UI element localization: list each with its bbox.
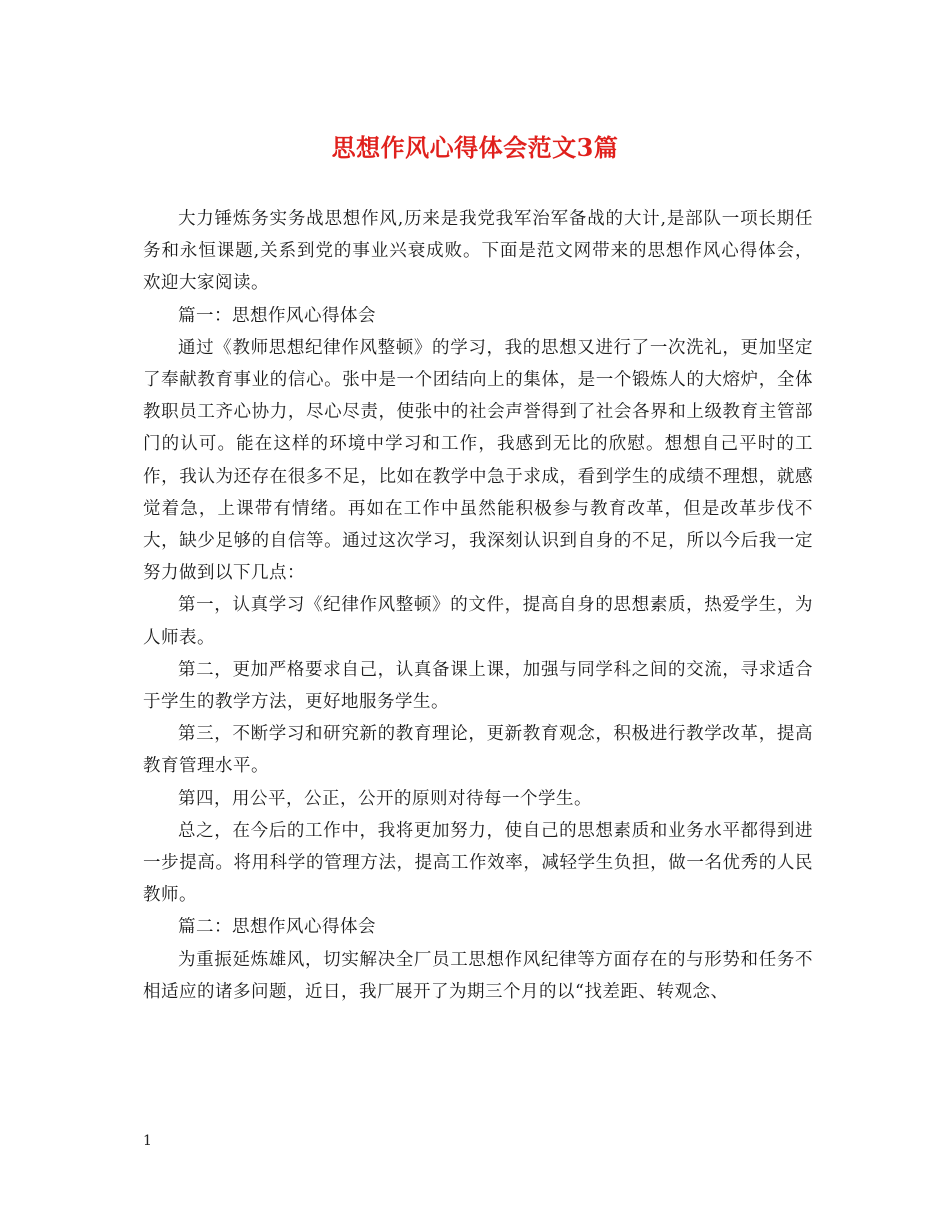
body-paragraph: 通过《教师思想纪律作风整顿》的学习，我的思想又进行了一次洗礼，更加坚定了奉献教育事业的信心。张中是一个团结向上的集体，是一个锻炼人的大熔炉，全体教职员工齐心协力，尽心尽责，使张中的社会声誉得到了社会各界和上级教育主管部门的认可。能在这样的环境中学习和工作，我感到无比的欣慰。想想自己平时的工作，我认为还存在很多不足，比如在教学中急于求成，看到学生的成绩不理想，就感觉着急，上课带有情绪。再如在工作中虽然能积极参与教育改革，但是改革步伐不大，缺少足够的自信等。通过这次学习，我深刻认识到自身的不足，所以今后我一定努力做到以下几点：: [143, 337, 813, 584]
document-body: [143, 203, 813, 1008]
body-paragraph: 第二，更加严格要求自己，认真备课上课，加强与同学科之间的交流，寻求适合于学生的教学方法，更好地服务学生。: [143, 659, 813, 713]
body-paragraph: 第一，认真学习《纪律作风整顿》的文件，提高自身的思想素质，热爱学生，为人师表。: [143, 595, 813, 648]
page-number: 1: [143, 1133, 152, 1149]
section-heading-1: 篇一：思想作风心得体会: [178, 305, 376, 326]
body-paragraph: 总之，在今后的工作中，我将更加努力，使自己的思想素质和业务水平都得到进一步提高。将用科学的管理方法，提高工作效率，减轻学生负担，做一名优秀的人民教师。: [143, 820, 813, 906]
intro-paragraph: 大力锤炼务实务战思想作风,历来是我党我军治军备战的大计,是部队一项长期任务和永恒课题,关系到党的事业兴衰成败。下面是范文网带来的思想作风心得体会，欢迎大家阅读。: [143, 209, 813, 294]
document-title: 思想作风心得体会范文3篇: [331, 133, 619, 162]
body-paragraph: 为重振延炼雄风，切实解决全厂员工思想作风纪律等方面存在的与形势和任务不相适应的诸多问题，近日，我厂展开了为期三个月的以“找差距、转观念、: [143, 949, 813, 1002]
body-paragraph: 第四，用公平，公正，公开的原则对待每一个学生。: [178, 788, 592, 809]
body-paragraph: 第三，不断学习和研究新的教育理论，更新教育观念，积极进行教学改革，提高教育管理水平。: [143, 724, 813, 777]
section-heading-2: 篇二：思想作风心得体会: [178, 917, 376, 938]
